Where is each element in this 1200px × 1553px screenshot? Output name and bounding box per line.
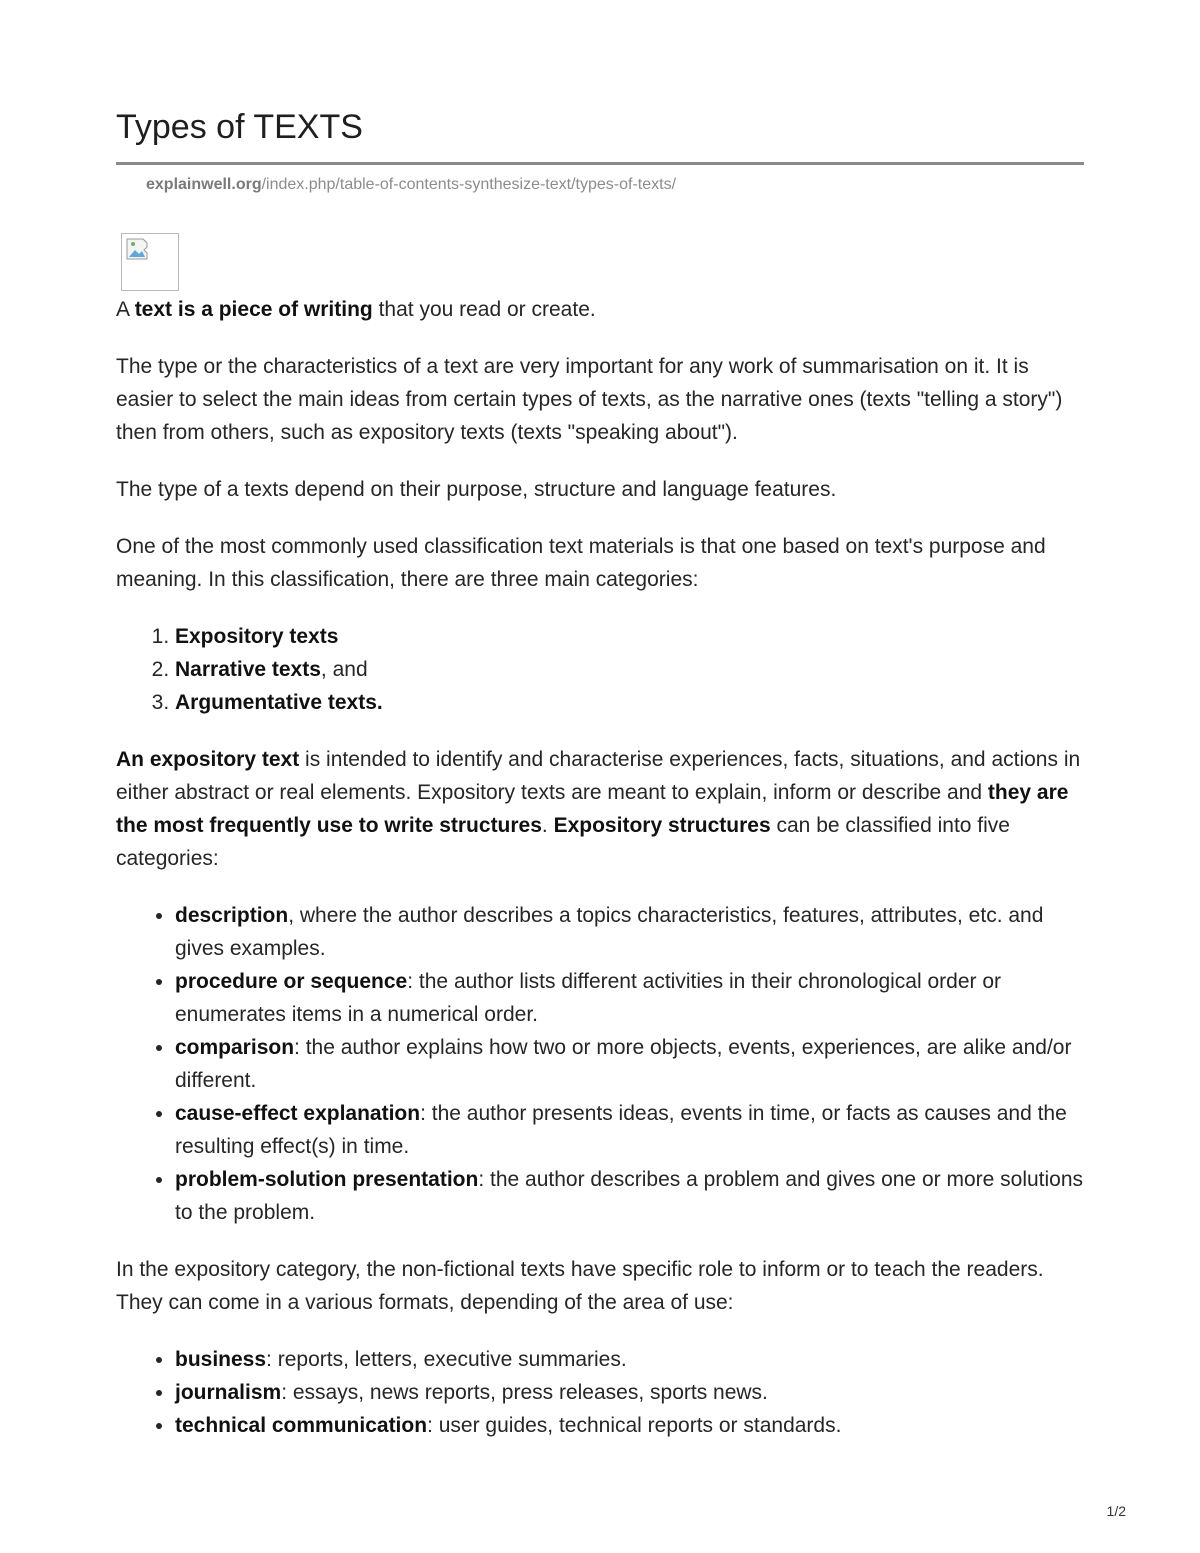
source-url-path[interactable]: /index.php/table-of-contents-synthesize-text/types-of-texts/: [261, 176, 677, 193]
source-url-domain[interactable]: explainwell.org: [146, 176, 262, 193]
broken-image-placeholder: [121, 233, 179, 291]
importance-paragraph: The type or the characteristics of a text are very important for any work of summarisation on it. It is easier to select the main ideas from certain types of texts, as the narrative ones (texts "telling a story") then from others, such as expository texts (texts "speaking about").: [116, 355, 1063, 444]
categories-list: [116, 620, 1084, 719]
list-item: 2. Narrative texts, and: [175, 653, 1084, 686]
page-number: 1/2: [1106, 1503, 1126, 1519]
list-item: • technical communication: user guides, technical reports or standards.: [175, 1409, 1084, 1442]
title-divider: [116, 162, 1084, 165]
article-body: [116, 293, 1084, 1466]
list-item: • description, where the author describes a topics characteristics, features, attributes, etc. and gives examples.: [175, 899, 1084, 965]
list-item: 1. Expository texts: [175, 620, 1084, 653]
list-item: • problem-solution presentation: the author describes a problem and gives one or more solutions to the problem.: [175, 1163, 1084, 1229]
list-item: • business: reports, letters, executive summaries.: [175, 1343, 1084, 1376]
classification-paragraph: One of the most commonly used classification text materials is that one based on text's purpose and meaning. In this classification, there are three main categories:: [116, 535, 1046, 591]
intro-paragraph: A text is a piece of writing that you read or create.: [116, 298, 596, 321]
list-item: • procedure or sequence: the author lists different activities in their chronological order or enumerates items in a numerical order.: [175, 965, 1084, 1031]
structures-list: [116, 899, 1084, 1229]
depend-paragraph: The type of a texts depend on their purpose, structure and language features.: [116, 478, 837, 501]
list-item: 3. Argumentative texts.: [175, 686, 1084, 719]
formats-list: [116, 1343, 1084, 1442]
list-item: • journalism: essays, news reports, press releases, sports news.: [175, 1376, 1084, 1409]
list-item: • cause-effect explanation: the author presents ideas, events in time, or facts as causes and the resulting effect(s) in time.: [175, 1097, 1084, 1163]
page-title: Types of TEXTS: [116, 108, 363, 146]
expository-paragraph: An expository text is intended to identify and characterise experiences, facts, situations, and actions in either abstract or real elements. Expository texts are meant to explain, inform or describe and they are the most frequently use to write structures. Expository structures can be classified into five categories:: [116, 748, 1081, 870]
list-item: • comparison: the author explains how two or more objects, events, experiences, are alike and/or different.: [175, 1031, 1084, 1097]
broken-image-icon: [126, 238, 152, 260]
formats-paragraph: In the expository category, the non-fictional texts have specific role to inform or to teach the readers. They can come in a various formats, depending of the area of use:: [116, 1258, 1044, 1314]
source-url[interactable]: [146, 176, 676, 194]
